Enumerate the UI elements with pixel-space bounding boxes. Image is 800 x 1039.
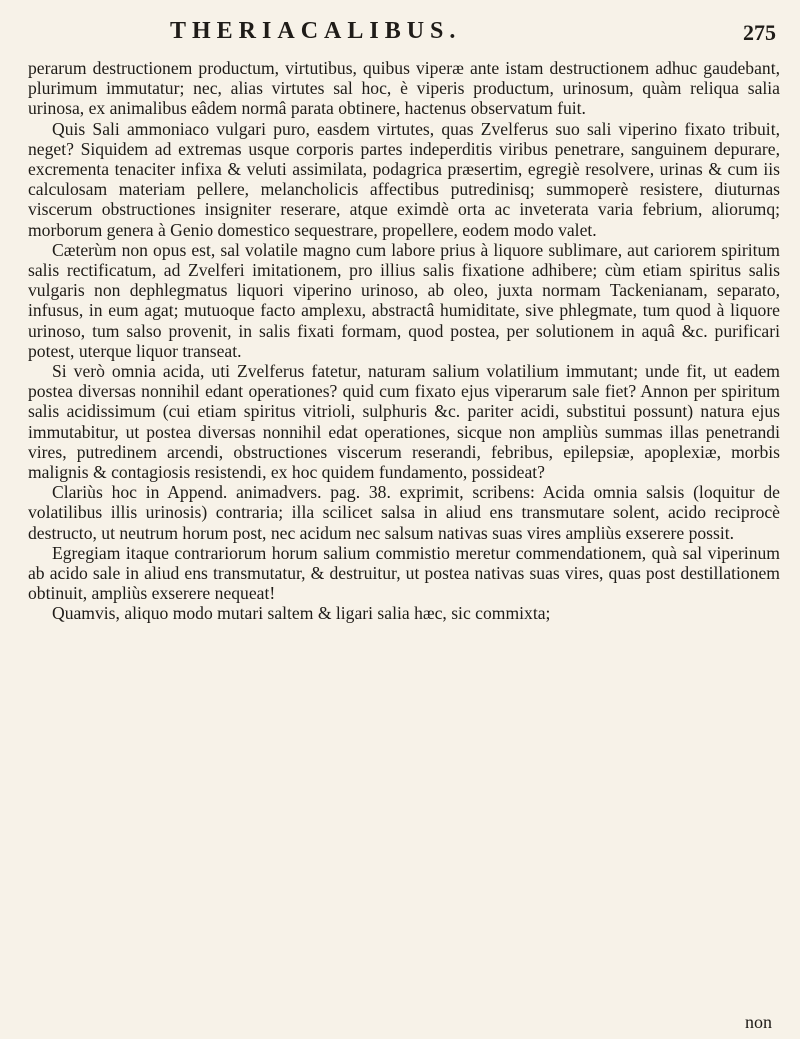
paragraph: Si verò omnia acida, uti Zvelferus fatetur, naturam salium volatilium immutant; unde fit, ut eadem postea diversas nonnihil edant operationes? quid cum fixato ejus viperarum sale fiet? Annon per spiritum salis acidissimum (cui etiam spiritus vitrioli, sulphuris &c. pariter acidi, substitui possunt) natura ejus immutabitur, ut postea diversas nonnihil edat operationes, sicque non ampliùs summas illas penetrandi vires, putredinem arcendi, obstructiones viscerum reserandi, febribus, epilepsiæ, apoplexiæ, morbis malignis & contagiosis resistendi, ex hoc quidem fundamento, possideat? xyxy=(28,361,780,483)
paragraph: Quis Sali ammoniaco vulgari puro, easdem virtutes, quas Zvelferus suo sali viperino fixato tribuit, neget? Siquidem ad extremas usque corporis partes indeperditis viribus penetrare, sanguinem depurare, excrementa tenaciter infixa & veluti assimilata, podagrica præsertim, egregiè resolvere, urinas & cum iis calculosam materiam pellere, melancholicis affectibus putredinisq; summoperè resistere, diuturnas viscerum obstructiones insigniter reserare, atque eximdè orta ac inveterata varia febrium, aliorumq; morborum genera à Genio domestico sequestrare, propellere, eodem modo valet. xyxy=(28,118,780,240)
paragraph: Egregiam itaque contrariorum horum salium commistio meretur commendationem, quà sal viperinum ab acido sale in aliud ens transmutatur, & destruitur, ut postea nativas suas vires, quas post destillationem obtinuit, ampliùs exserere nequeat! xyxy=(28,542,780,604)
paragraph: Clariùs hoc in Append. animadvers. pag. 38. exprimit, scribens: Acida omnia salsis (loquitur de volatilibus illis urinosis) contraria; illa scilicet salsa in aliud ens transmutare solent, acido reciprocè destructo, ut neutrum horum post, nec acidum nec salsum nativas suas vires ampliùs exserere possit. xyxy=(28,482,780,543)
paragraph: Cæterùm non opus est, sal volatile magno cum labore prius à liquore sublimare, aut cariorem spiritum salis rectificatum, ad Zvelferi imitationem, pro illius salis fixatione adhibere; cùm etiam spiritus salis vulgaris non dephlegmatus liquori viperino urinoso, ab oleo, juxta normam Tackenianam, separato, infusus, in eum agat; mutuoque facto amplexu, abstractâ humiditate, sive phlegmate, tum quod à liquore urinoso, tum salso provenit, in salis fixati formam, quod postea, per solutionem in aquâ &c. purificari potest, uterque liquor transeat. xyxy=(28,239,780,361)
catchword: non xyxy=(745,1012,772,1032)
paragraph: perarum destructionem productum, virtutibus, quibus viperæ ante istam destructionem adhuc gaudebant, plurimum immutatur; nec, alias virtutes sal hoc, è viperis productum, urinosum, quàm reliqua salia urinosa, ex animalibus eâdem normâ parata obtinere, hactenus observatum fuit. xyxy=(28,58,780,119)
running-head: THERIACALIBUS. xyxy=(170,18,462,44)
paragraph: Quamvis, aliquo modo mutari saltem & ligari salia hæc, sic commixta; xyxy=(52,603,551,624)
body-text xyxy=(28,58,780,624)
page-number: 275 xyxy=(743,20,776,45)
